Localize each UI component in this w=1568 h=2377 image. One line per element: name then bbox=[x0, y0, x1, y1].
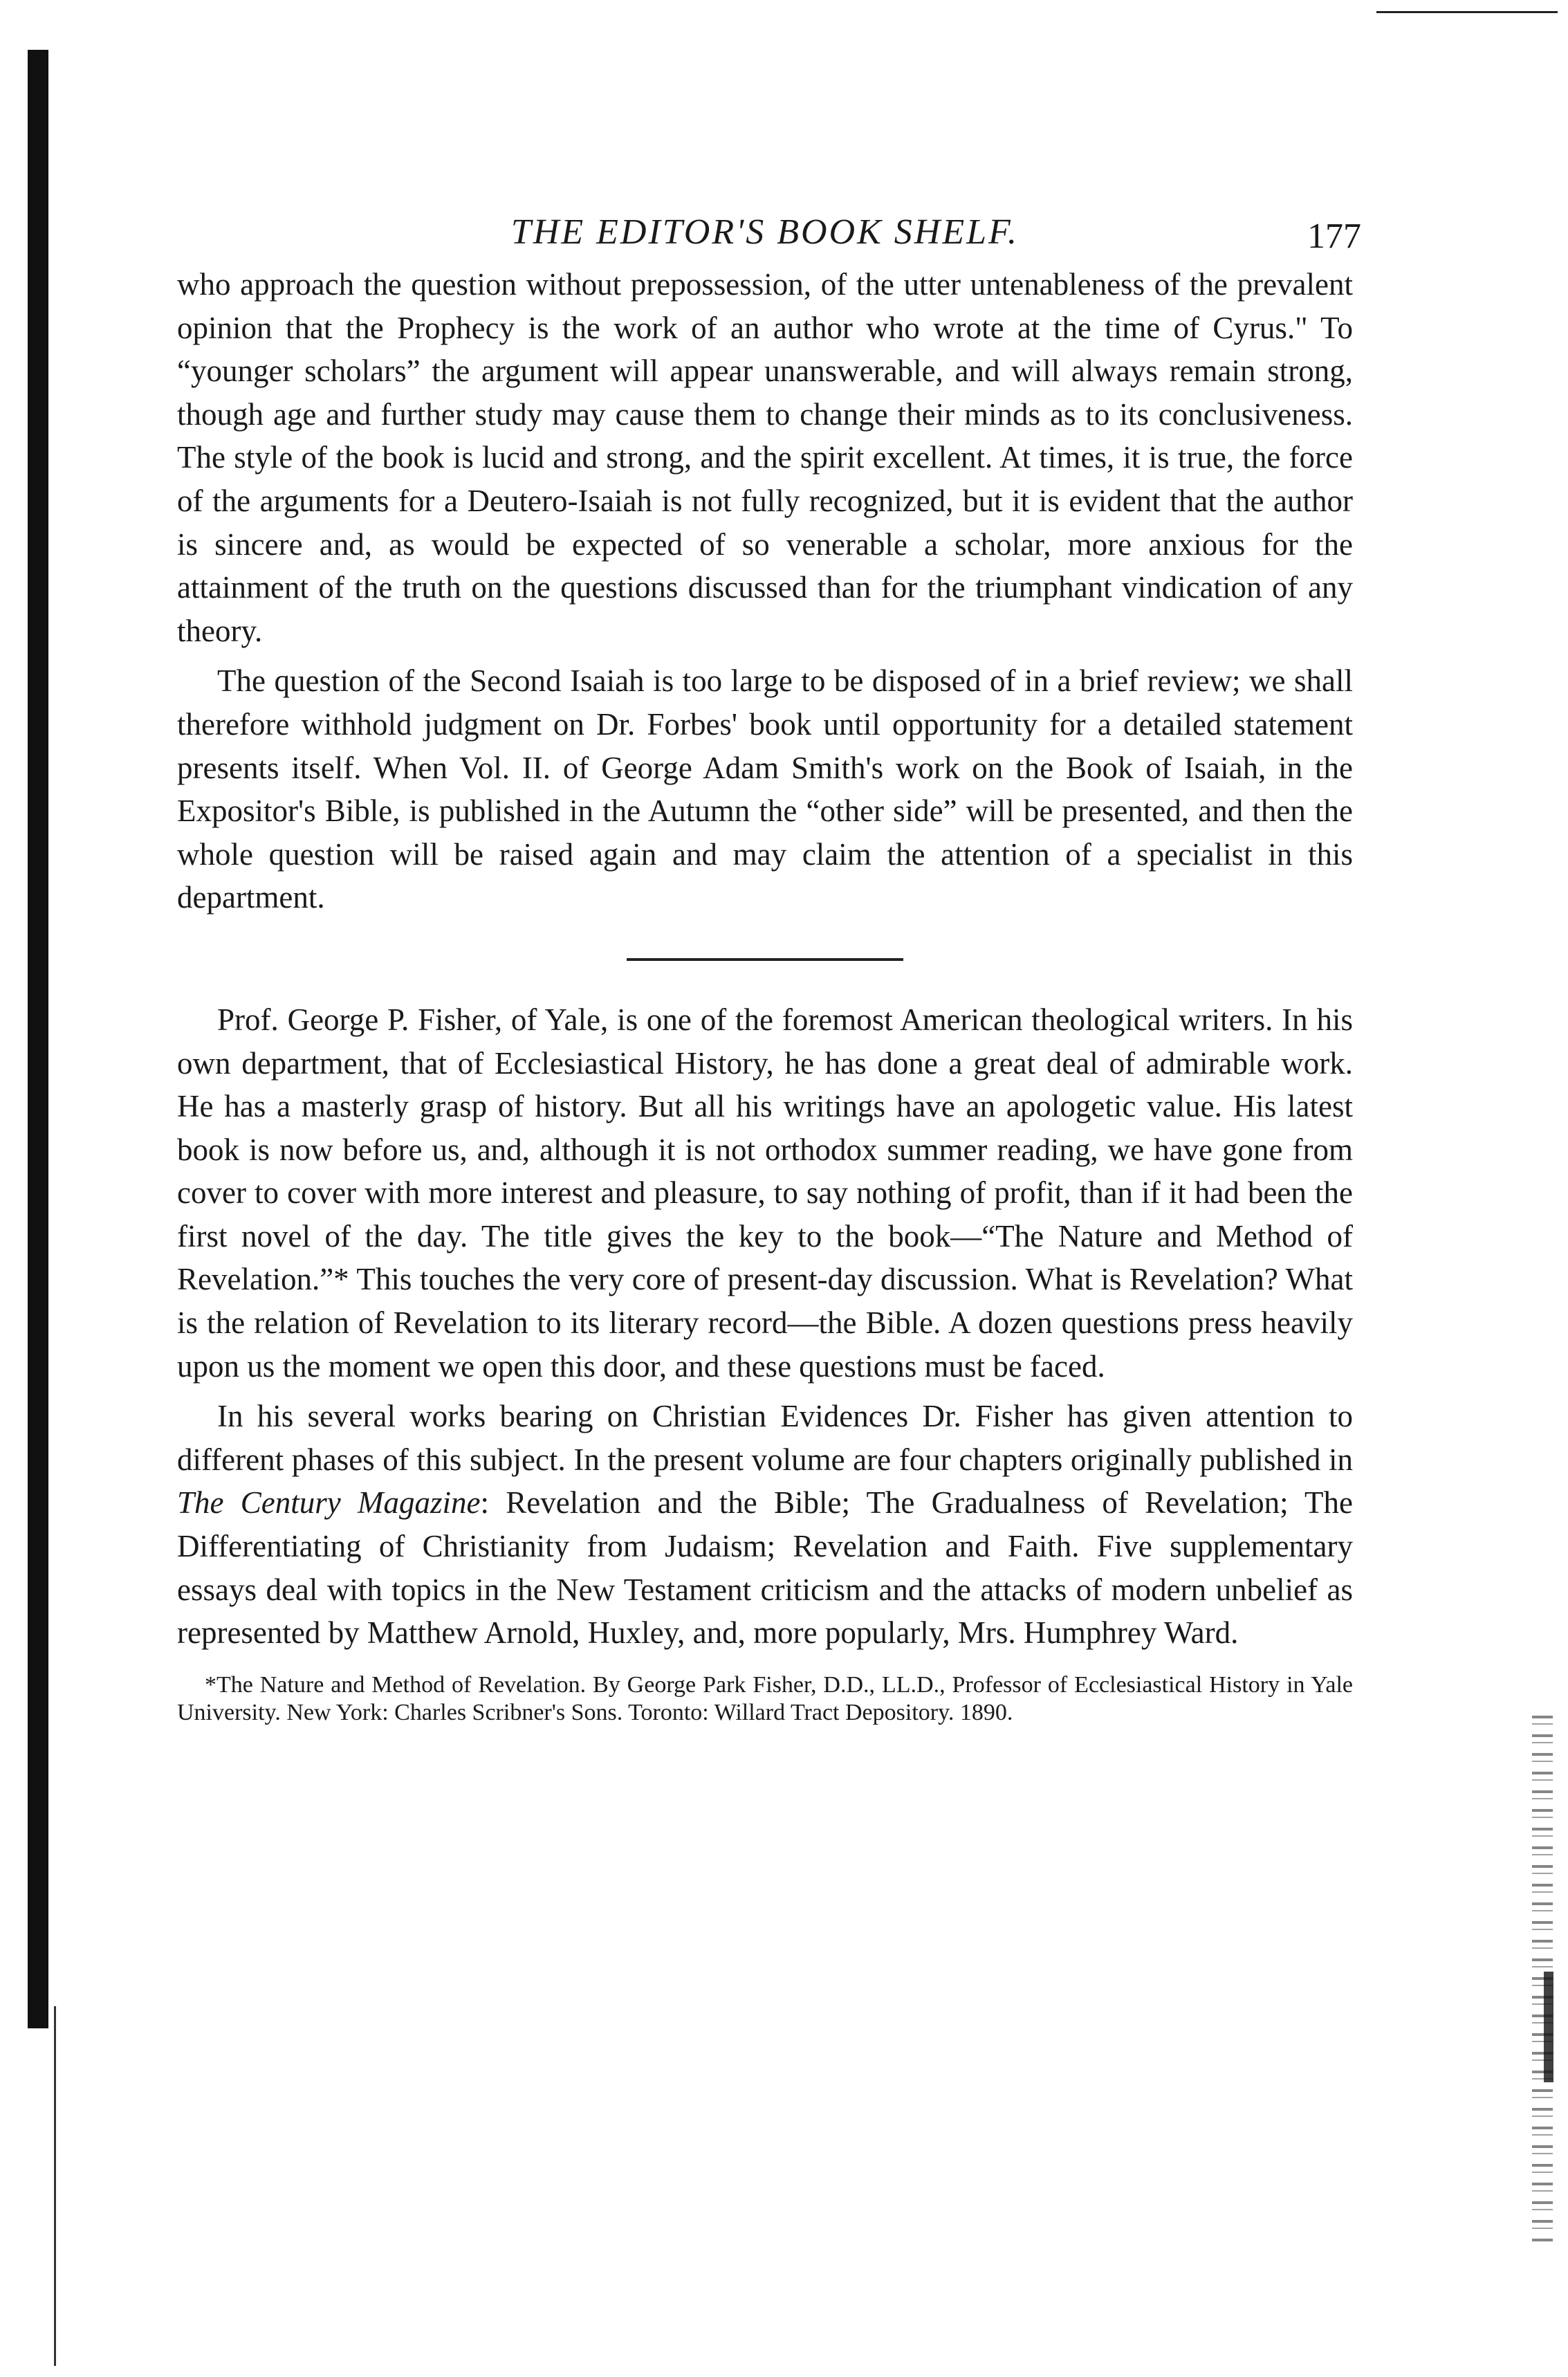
running-title: THE EDITOR'S BOOK SHELF. bbox=[510, 212, 1020, 252]
scan-speckle-dark bbox=[1544, 1972, 1553, 2082]
magazine-title: The Century Magazine bbox=[177, 1485, 481, 1521]
book-page bbox=[177, 201, 1361, 1727]
paragraph-text-after: : Revelation and the Bible; The Gradualness of Revelation; The Differentiating of Christianity from Judaism; Revelation and Faith. Five supplementary essays deal with topics in the New Testament criticism and the attacks of modern unbelief as represented by Matthew Arnold, Huxley, and, more popularly, Mrs. Humphrey Ward. bbox=[177, 1485, 1353, 1651]
footnote-lead: *The Nature and Method of Revelation. bbox=[205, 1671, 587, 1698]
footnote bbox=[177, 1671, 1353, 1727]
scan-binding-edge bbox=[28, 50, 48, 2028]
paragraph-continuation: who approach the question without prepossession, of the utter untenableness of the prevalent opinion that the Prophecy is the work of an author who wrote at the time of Cyrus." To “younger scholars” the argument will appear unanswerable, and will always remain strong, though age and further study may cause them to change their minds as to its conclusiveness. The style of the book is lucid and strong, and the spirit excellent. At times, it is true, the force of the arguments for a Deutero-Isaiah is not fully recognized, but it is evident that the author is sincere and, as would be expected of so venerable a scholar, more anxious for the attainment of the truth on the questions discussed than for the triumphant vindication of any theory. bbox=[177, 267, 1353, 648]
scan-top-rule bbox=[1376, 11, 1558, 13]
page-number: 177 bbox=[1307, 217, 1361, 256]
section-divider bbox=[627, 958, 903, 961]
paragraph-fisher-intro: Prof. George P. Fisher, of Yale, is one of the foremost American theological writers. In his own department, that of Ecclesiastical History, he has done a great deal of admirable work. He has a masterly grasp of history. But all his writings have an apologetic value. His latest book is now before us, and, although it is not orthodox summer reading, we have gone from cover to cover with more interest and pleasure, to say nothing of profit, than if it had been the first novel of the day. The title gives the key to the book—“The Nature and Method of Revelation.”* This touches the very core of present-day discussion. What is Revelation? What is the relation of Revelation to its literary record—the Bible. A dozen questions press heavily upon us the moment we open this door, and these questions must be faced. bbox=[177, 1002, 1353, 1384]
running-head bbox=[177, 201, 1361, 263]
paragraph-second-isaiah: The question of the Second Isaiah is too large to be disposed of in a brief review; we shall therefore withhold judgment on Dr. Forbes' book until opportunity for a detailed statement presents itself. When Vol. II. of George Adam Smith's work on the Book of Isaiah, in the Expositor's Bible, is published in the Autumn the “other side” will be presented, and then the whole question will be raised again and may claim the attention of a specialist in this department. bbox=[177, 663, 1353, 915]
paragraph-fisher-works bbox=[177, 1395, 1353, 1655]
paragraph-text-before: In his several works bearing on Christian Evidences Dr. Fisher has given attention to different phases of this subject. In the present volume are four chapters originally published in bbox=[177, 1399, 1353, 1477]
scan-edge-line bbox=[54, 2006, 56, 2366]
footnote-body: By George Park Fisher, D.D., LL.D., Professor of Ecclesiastical History in Yale University. New York: Charles Scribner's Sons. Toronto: Willard Tract Depository. 1890. bbox=[177, 1671, 1353, 1725]
